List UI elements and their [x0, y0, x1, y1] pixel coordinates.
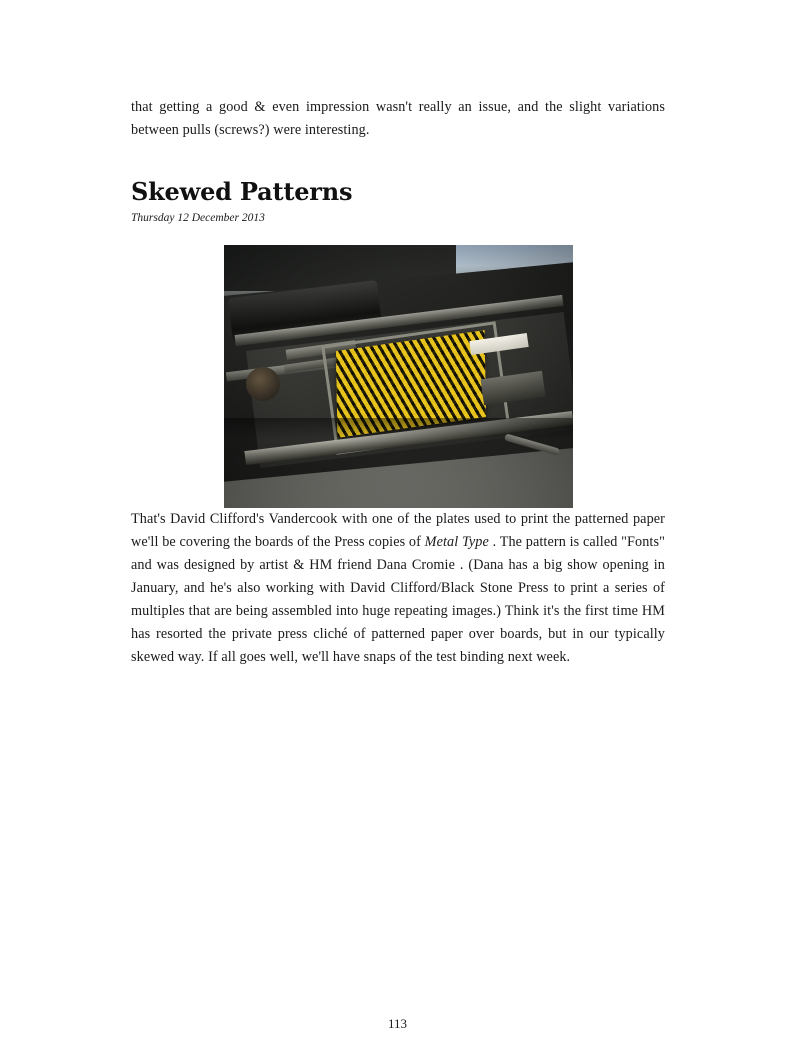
page-number: 113 — [387, 1016, 408, 1031]
book-title-metal-type: Metal Type — [424, 534, 489, 550]
post-body-part-2: . The pattern is called "Fonts" and was designed by artist & HM friend Dana Cromie . (Dana has a big show opening in January, and he's also working with David Clifford/Black Stone Press to print a series of multiples that are being assembled into huge repeating images.) Think it's the first time HM has resorted the private press cliché of patterned paper over boards, but in our typically skewed way. If all goes well, we'll have snaps of the test binding next week. — [131, 534, 665, 665]
post-title: Skewed Patterns — [131, 177, 353, 206]
photo-vignette — [224, 245, 573, 508]
page-content — [131, 96, 665, 669]
post-date: Thursday 12 December 2013 — [131, 212, 265, 224]
post-figure — [131, 245, 665, 508]
post-body-paragraph — [131, 508, 665, 669]
post-body-part-1: That's David Clifford's Vandercook with one of the plates used to print the patterned paper we'll be covering the boards of the Press copies of — [131, 511, 665, 550]
press-photo — [224, 245, 573, 508]
continued-paragraph: that getting a good & even impression wasn't really an issue, and the slight variations between pulls (screws?) were interesting. — [131, 99, 665, 138]
